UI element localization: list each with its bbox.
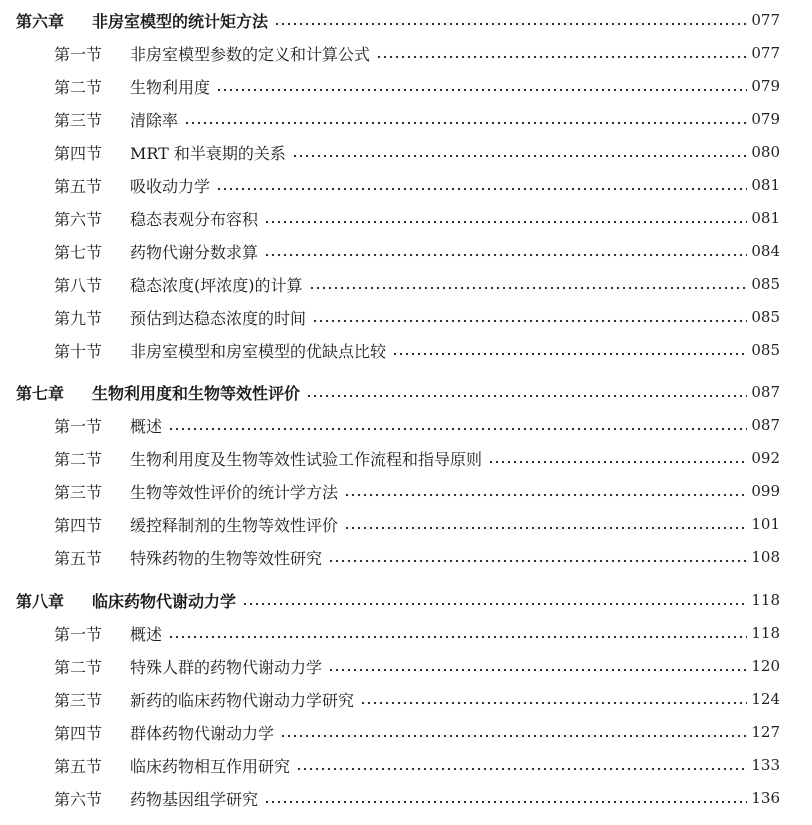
toc-entry[interactable]	[54, 204, 780, 232]
toc-entry[interactable]	[54, 510, 780, 538]
toc-entry[interactable]	[54, 477, 780, 505]
toc-chapter-8[interactable]	[16, 586, 780, 614]
toc-entry[interactable]	[54, 105, 780, 133]
toc-entry[interactable]	[54, 751, 780, 779]
page-number: 085	[751, 341, 780, 359]
page-number: 087	[751, 416, 780, 434]
section-label: 第三节	[54, 690, 103, 710]
dot-leader	[344, 510, 747, 538]
dot-leader	[344, 477, 747, 505]
page-number: 087	[751, 383, 780, 401]
page-number: 099	[751, 482, 780, 500]
section-title: 生物利用度及生物等效性试验工作流程和指导原则	[130, 449, 483, 469]
section-label: 第五节	[54, 176, 103, 196]
toc-chapter-6[interactable]	[16, 6, 780, 34]
chapter-label: 第七章	[16, 383, 65, 403]
dot-leader	[328, 543, 747, 571]
section-title: 群体药物代谢动力学	[130, 723, 275, 743]
toc-entry[interactable]	[54, 718, 780, 746]
section-title: 清除率	[130, 110, 179, 130]
toc-entry[interactable]	[54, 171, 780, 199]
section-label: 第八节	[54, 275, 103, 295]
section-label: 第一节	[54, 44, 103, 64]
section-label: 第二节	[54, 449, 103, 469]
page-number: 079	[751, 110, 780, 128]
section-label: 第二节	[54, 657, 103, 677]
page-number: 120	[751, 657, 780, 675]
page-number: 092	[751, 449, 780, 467]
page-number: 081	[751, 209, 780, 227]
page-number: 084	[751, 242, 780, 260]
section-label: 第三节	[54, 110, 103, 130]
page-number: 101	[751, 515, 780, 533]
section-title: 药物基因组学研究	[130, 789, 259, 809]
toc-entry[interactable]	[54, 543, 780, 571]
toc-entry[interactable]	[54, 652, 780, 680]
chapter-title: 临床药物代谢动力学	[92, 591, 237, 611]
section-title: 非房室模型参数的定义和计算公式	[130, 44, 371, 64]
section-title: 缓控释制剂的生物等效性评价	[130, 515, 339, 535]
toc-entry[interactable]	[54, 72, 780, 100]
dot-leader	[309, 270, 748, 298]
page-number: 080	[751, 143, 780, 161]
section-title: 特殊药物的生物等效性研究	[130, 548, 323, 568]
toc-entry[interactable]	[54, 619, 780, 647]
dot-leader	[184, 105, 747, 133]
section-label: 第七节	[54, 242, 103, 262]
dot-leader	[216, 171, 747, 199]
section-label: 第二节	[54, 77, 103, 97]
page-number: 133	[751, 756, 780, 774]
toc-entry[interactable]	[54, 39, 780, 67]
dot-leader	[360, 685, 747, 713]
page-number: 077	[751, 11, 780, 29]
page-number: 118	[751, 624, 780, 642]
dot-leader	[264, 784, 747, 812]
section-label: 第六节	[54, 789, 103, 809]
section-title: 新药的临床药物代谢动力学研究	[130, 690, 355, 710]
page-number: 108	[751, 548, 780, 566]
dot-leader	[392, 336, 747, 364]
dot-leader	[280, 718, 747, 746]
page-number: 136	[751, 789, 780, 807]
page-number: 085	[751, 308, 780, 326]
chapter-title: 生物利用度和生物等效性评价	[92, 383, 301, 403]
dot-leader	[328, 652, 747, 680]
section-label: 第四节	[54, 515, 103, 535]
dot-leader	[264, 237, 747, 265]
page-number: 077	[751, 44, 780, 62]
section-title: 吸收动力学	[130, 176, 211, 196]
section-label: 第五节	[54, 756, 103, 776]
section-title: 生物等效性评价的统计学方法	[130, 482, 339, 502]
section-title: 稳态浓度(坪浓度)的计算	[130, 275, 303, 295]
section-title: 概述	[130, 624, 163, 644]
dot-leader	[168, 619, 747, 647]
dot-leader	[312, 303, 747, 331]
dot-leader	[168, 411, 747, 439]
toc-entry[interactable]	[54, 685, 780, 713]
dot-leader	[306, 378, 747, 406]
section-label: 第五节	[54, 548, 103, 568]
chapter-label: 第八章	[16, 591, 65, 611]
page-number: 081	[751, 176, 780, 194]
section-title: 生物利用度	[130, 77, 211, 97]
toc-chapter-7[interactable]	[16, 378, 780, 406]
toc-entry[interactable]	[54, 336, 780, 364]
toc-entry[interactable]	[54, 138, 780, 166]
page-number: 118	[751, 591, 780, 609]
section-label: 第九节	[54, 308, 103, 328]
page-number: 085	[751, 275, 780, 293]
section-label: 第一节	[54, 416, 103, 436]
section-title: 药物代谢分数求算	[130, 242, 259, 262]
toc-entry[interactable]	[54, 411, 780, 439]
dot-leader	[488, 444, 747, 472]
chapter-title: 非房室模型的统计矩方法	[92, 11, 269, 31]
dot-leader	[274, 6, 747, 34]
section-label: 第四节	[54, 723, 103, 743]
section-label: 第三节	[54, 482, 103, 502]
page-number: 127	[751, 723, 780, 741]
toc-entry[interactable]	[54, 444, 780, 472]
toc-entry[interactable]	[54, 237, 780, 265]
dot-leader	[242, 586, 747, 614]
section-title: MRT 和半衰期的关系	[130, 143, 286, 163]
chapter-label: 第六章	[16, 11, 65, 31]
dot-leader	[376, 39, 747, 67]
section-label: 第一节	[54, 624, 103, 644]
page-number: 124	[751, 690, 780, 708]
section-label: 第十节	[54, 341, 103, 361]
toc-entry[interactable]	[54, 784, 780, 812]
dot-leader	[264, 204, 747, 232]
section-label: 第四节	[54, 143, 103, 163]
section-title: 非房室模型和房室模型的优缺点比较	[130, 341, 387, 361]
section-title: 稳态表观分布容积	[130, 209, 259, 229]
section-title: 临床药物相互作用研究	[130, 756, 291, 776]
toc-entry[interactable]	[54, 270, 780, 298]
section-title: 特殊人群的药物代谢动力学	[130, 657, 323, 677]
dot-leader	[216, 72, 747, 100]
section-title: 预估到达稳态浓度的时间	[130, 308, 307, 328]
toc-entry[interactable]	[54, 303, 780, 331]
dot-leader	[292, 138, 747, 166]
dot-leader	[296, 751, 747, 779]
section-label: 第六节	[54, 209, 103, 229]
section-title: 概述	[130, 416, 163, 436]
page-number: 079	[751, 77, 780, 95]
